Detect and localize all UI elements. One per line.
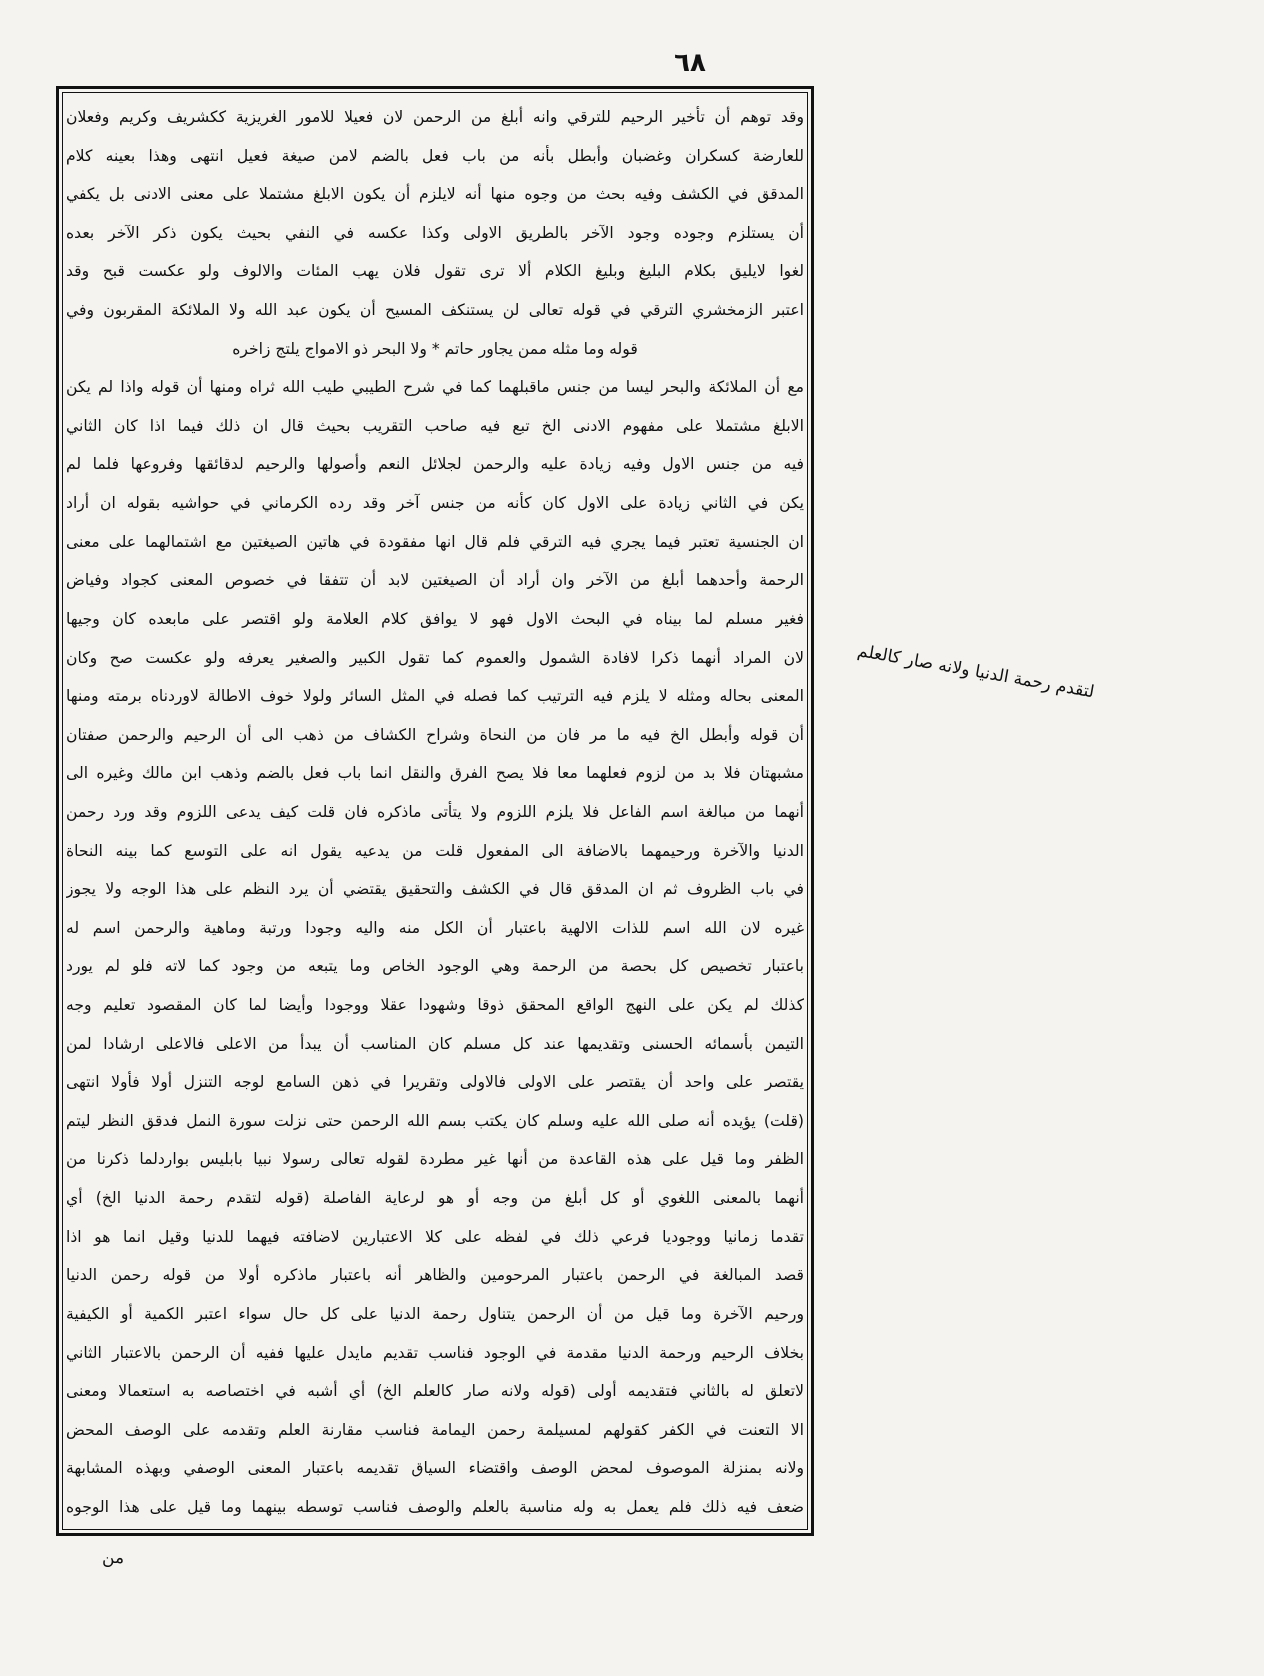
text-line: الا التعنت في الكفر كقولهم لمسيلمة رحمن اليمامة فناسب مقارنة العلم وتقدمه على الوصف المحض xyxy=(66,1420,804,1439)
margin-note: لتقدم رحمة الدنيا ولانه صار كالعلم xyxy=(855,641,1096,703)
verse-line: قوله وما مثله ممن يجاور حاتم * ولا البحر ذو الامواج يلتج زاخره xyxy=(232,339,638,358)
text-line: وقد توهم أن تأخير الرحيم للترقي وانه أبلغ من الرحمن لان فعيلا للامور الغريزية ككشريف وكريم وفعلان xyxy=(66,108,804,126)
text-line: كذلك لم يكن على النهج الواقع المحقق ذوقا وشهودا عقلا ووجودا وأيضا لما كان المقصود تعليم وجه xyxy=(66,996,804,1015)
text-line: المدقق في الكشف وفيه بحث من وجوه منها أنه لايلزم أن يكون الابلغ مشتملا على معنى الادنى بل يكفي xyxy=(66,185,804,204)
text-line: أنهما بالمعنى اللغوي أو كل أبلغ من وجه أو هو لرعاية الفاصلة (قوله لتقدم رحمة الدنيا الخ) أي xyxy=(66,1189,804,1208)
text-line: الابلغ مشتملا على مفهوم الادنى الخ تبع فيه صاحب التقريب بحيث قال ان ذلك فيما اذا كان الثاني xyxy=(66,416,804,435)
text-line: مشبهتان فلا بد من لزوم فعلهما معا فلا يصح الفرق والنقل انما باب فعل بالضم وذهب ابن مالك وغيره الى xyxy=(66,764,804,783)
text-line: التيمن بأسمائه الحسنى وتقديمها عند كل مسلم كان المناسب أن يبدأ من الاعلى فالاعلى ارشادا لمن xyxy=(66,1034,804,1053)
text-line: لغوا لايليق بكلام البليغ وبليغ الكلام ألا ترى تقول فلان يهب المئات والالوف ولو عكست قبح وقد xyxy=(66,262,804,281)
page-number: ٦٨ xyxy=(674,48,706,78)
catchword: من xyxy=(102,1548,125,1568)
text-line: الدنيا والآخرة ورحيمهما بالاضافة الى المفعول قلت من يدعيه يقول انه على التوسع كما بينه النحاة xyxy=(66,841,804,860)
text-line: ورحيم الآخرة وما قيل من أن الرحمن يتناول رحمة الدنيا على كل حال سواء اعتبر الكمية أو الكيفية xyxy=(66,1304,804,1323)
text-line: المعنى بحاله ومثله لا يلزم فيه الترتيب كما فصله في المثل السائر ولولا خوف الاطالة لاوردناه برمته ومنها xyxy=(66,687,804,706)
text-line: ان الجنسية تعتبر فيما يجري فيه الترقي فلم قال انها مفقودة في هاتين الصيغتين مع اشتمالهما على معنى xyxy=(66,532,804,551)
text-line: للعارضة كسكران وغضبان وأبطل بأنه من باب فعل بالضم لامن صيغة فعيل انتهى وهذا بعينه كلام xyxy=(66,146,804,165)
text-line: ضعف فيه ذلك فلم يعمل به وله مناسبة بالعلم والوصف فناسب توسطه بينهما وما قيل على هذا الوجوه xyxy=(66,1497,804,1516)
text-line: مع أن الملائكة والبحر ليسا من جنس ماقبلهما كما في شرح الطيبي طيب الله ثراه ومنها أن قوله واذا لم يكن xyxy=(66,378,804,397)
text-line: أن قوله وأبطل الخ فيه ما مر فان من النحاة وشراح الكشاف من ذهب الى أن الرحيم والرحمن صفتان xyxy=(66,725,804,744)
text-line: الظفر وما قيل على هذه القاعدة من أنها غير مطردة لقوله تعالى رسولا نبيا بابليس بواردلما ذكرنا من xyxy=(66,1150,804,1169)
text-line: قصد المبالغة في الرحمن باعتبار المرحومين والظاهر أنه باعتبار ماذكره أولا من قوله رحمن الدنيا xyxy=(66,1266,804,1285)
text-line: في باب الظروف ثم ان المدقق قال في الكشف والتحقيق يقتضي أن يرد النظم على هذا الوجه ولا يجوز xyxy=(66,880,804,899)
text-line: الرحمة وأحدهما أبلغ من الآخر وان أراد أن الصيغتين لابد أن تتفقا في خصوص المعنى كجواد وفياض xyxy=(66,571,804,590)
text-line: ولانه بمنزلة الموصوف لمحض الوصف واقتضاء السياق تقديمه باعتبار المعنى الوصفي وبهذه المشابهة xyxy=(66,1459,804,1478)
text-line: لاتعلق له بالثاني فتقديمه أولى (قوله ولانه صار كالعلم الخ) أي أشبه في اختصاصه به استعمالا ومعنى xyxy=(66,1382,804,1401)
text-line: يكن في الثاني زيادة على الاول كان كأنه من جنس آخر وقد رده الكرماني في حواشيه بقوله ان أراد xyxy=(66,494,804,513)
text-line: تقدما زمانيا ووجوديا فرعي ذلك في لفظه على كلا الاعتبارين لاضافته فيهما للدنيا وقيل انما هو اذا xyxy=(66,1227,804,1246)
text-line: بخلاف الرحيم ورحمة الدنيا مقدمة في الوجود فناسب تقديم مايدل عليها ففيه أن الرحمن بالاعتبار الثاني xyxy=(66,1343,804,1362)
text-line: أن يستلزم وجوده وجود الآخر بالطريق الاولى وكذا عكسه في النفي بحيث يكون ذكر الآخر بعده xyxy=(66,223,804,242)
text-line: اعتبر الزمخشري الترقي في قوله تعالى لن يستنكف المسيح أن يكون عبد الله ولا الملائكة المقربون وفي xyxy=(66,301,804,320)
text-line: غيره لان الله اسم للذات الالهية باعتبار أن الكل منه واليه وجودا ورتبة وماهية والرحمن اسم له xyxy=(66,918,804,937)
text-line: باعتبار تخصيص كل بحصة من الرحمة وهي الوجود الخاص وما يتبعه من وجود كما لاته فلو لم يورد xyxy=(66,957,804,976)
text-line: فغير مسلم لما بيناه في البحث الاول فهو لا يوافق كلام العلامة ولو اقتصر على مابعده كان وجيها xyxy=(66,609,804,628)
text-line: يقتصر على واحد أن يقتصر على الاولى فالاولى وتقريرا في ذهن السامع لوجه التنزل أولا فأولا انتهى xyxy=(66,1073,804,1092)
text-line: (قلت) يؤيده أنه صلى الله عليه وسلم كان يكتب بسم الله الرحمن حتى نزلت سورة النمل فدقق النظر ليتم xyxy=(66,1111,804,1130)
text-line: لان المراد أنهما ذكرا لافادة الشمول والعموم كما تقول الكبير والصغير يعرفه ولو عكست صح وكان xyxy=(66,648,804,667)
text-line: فيه من جنس الاول وفيه زيادة عليه والرحمن لجلائل النعم وأصولها والرحيم لدقائقها وفروعها فلما لم xyxy=(66,455,804,474)
text-line: أنهما من مبالغة اسم الفاعل فلا يلزم اللزوم ولا يتأتى ماذكره فان قلت كيف يدعى اللزوم وقد ورد رحمن xyxy=(66,802,804,821)
main-text-block xyxy=(66,102,804,1522)
